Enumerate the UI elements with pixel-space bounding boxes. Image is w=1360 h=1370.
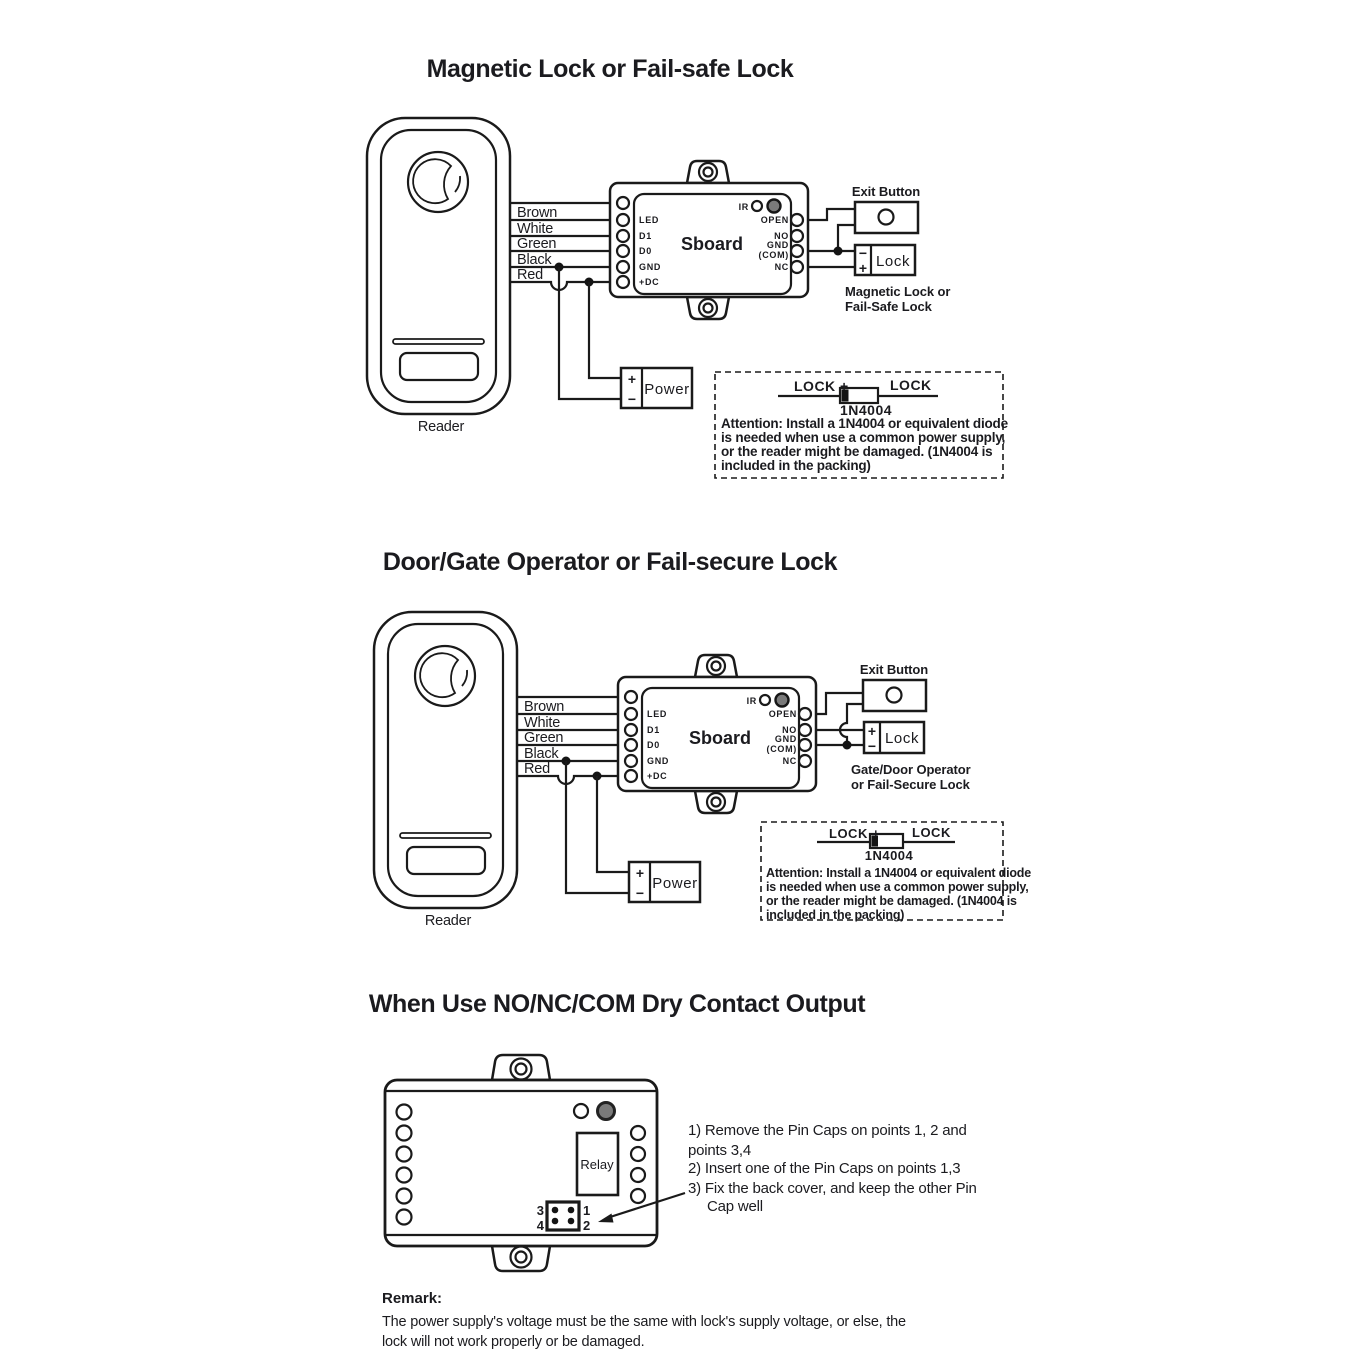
terminal-label-gnd: GND	[647, 756, 670, 766]
exit-button-1	[852, 184, 920, 233]
instruction-line-4: 3) Fix the back cover, and keep the other Pin	[688, 1180, 977, 1197]
terminal-circle	[625, 708, 637, 720]
power-plus-label: +	[635, 865, 645, 881]
reader-keypad-window	[407, 847, 485, 874]
wire-label-black: Black	[524, 746, 559, 762]
wire-label-brown: Brown	[517, 205, 558, 221]
wire-red-with-hop	[511, 282, 610, 290]
pin-label-2: 2	[583, 1218, 591, 1233]
terminal-label-gnd-com-1: GND	[766, 240, 789, 250]
terminal-circle	[631, 1189, 645, 1203]
terminal-label-nc: NC	[774, 262, 789, 272]
terminal-circle	[625, 691, 637, 703]
section-magnetic-lock	[367, 55, 1009, 478]
terminal-circle	[631, 1147, 645, 1161]
terminal-circle	[799, 724, 811, 736]
lock-caption-2: or Fail-Secure Lock	[851, 777, 970, 792]
pin-dot	[552, 1207, 559, 1214]
reader-2	[374, 612, 517, 929]
mount-hole-top-inner	[516, 1064, 527, 1075]
attention-line-1: Attention: Install a 1N4004 or equivalent diode	[766, 866, 1031, 880]
wire-label-green: Green	[524, 730, 564, 746]
diode-lock-label: LOCK	[890, 377, 932, 393]
status-led-icon	[776, 694, 789, 707]
diode-lock-plus-label: LOCK +	[829, 826, 881, 841]
wire-label-green: Green	[517, 236, 557, 252]
terminal-label-gnd-com-1: GND	[774, 734, 797, 744]
reader-label: Reader	[417, 419, 465, 435]
terminal-label-gnd-com-2: (COM)	[766, 744, 797, 754]
terminal-circle	[397, 1189, 412, 1204]
wire-label-brown: Brown	[524, 699, 565, 715]
status-led-icon	[768, 200, 781, 213]
pin-label-3: 3	[536, 1203, 544, 1218]
instructions	[688, 1122, 977, 1215]
power-minus-label: −	[627, 391, 637, 407]
terminal-circle	[625, 755, 637, 767]
terminal-label-no: NO	[774, 231, 789, 241]
power-plus-label: +	[627, 371, 637, 387]
lock-label: Lock	[884, 730, 920, 747]
sboard-name: Sboard	[680, 234, 744, 254]
terminal-circle	[631, 1168, 645, 1182]
terminal-circle	[617, 214, 629, 226]
wire-com-to-exit	[838, 225, 855, 251]
lock-1	[845, 245, 950, 314]
terminal-circle	[397, 1168, 412, 1183]
section2-title: Door/Gate Operator or Fail-secure Lock	[382, 548, 838, 576]
terminal-circle	[617, 261, 629, 273]
diode-note-1	[715, 372, 1009, 478]
sboard-1	[610, 161, 808, 319]
section-dry-contact	[369, 990, 977, 1350]
wire-label-white: White	[517, 221, 554, 237]
wire-label-black: Black	[517, 252, 552, 268]
attention-line-3: or the reader might be damaged. (1N4004 is	[766, 894, 1017, 908]
attention-line-2: is needed when use a common power supply,	[766, 880, 1029, 894]
terminal-label-d0: D0	[639, 246, 652, 256]
terminal-label-nc: NC	[782, 756, 797, 766]
section1-title: Magnetic Lock or Fail-safe Lock	[426, 55, 794, 83]
terminal-circle	[625, 739, 637, 751]
terminal-circle	[617, 245, 629, 257]
ir-led-icon	[752, 201, 762, 211]
remark	[382, 1290, 906, 1350]
terminal-label-d0: D0	[647, 740, 660, 750]
lock-top-polarity: +	[867, 723, 877, 739]
pin-dot	[568, 1207, 575, 1214]
terminal-label-d1: D1	[647, 725, 660, 735]
terminal-circle	[397, 1210, 412, 1225]
attention-line-1: Attention: Install a 1N4004 or equivalent diode	[721, 416, 1008, 431]
terminal-label-gnd: GND	[639, 262, 662, 272]
sboard-name: Sboard	[688, 728, 752, 748]
ir-led-icon	[760, 695, 770, 705]
terminal-circle	[625, 724, 637, 736]
remark-line-1: The power supply's voltage must be the same with lock's supply voltage, or else, the	[382, 1314, 906, 1330]
terminal-circle	[397, 1147, 412, 1162]
ir-label: IR	[738, 202, 749, 212]
terminal-circle	[791, 214, 803, 226]
mount-hole-top-inner	[704, 168, 713, 177]
output-wiring-2	[816, 693, 864, 750]
lock-label: Lock	[875, 253, 911, 270]
power-supply-2	[629, 862, 700, 902]
wire-label-red: Red	[524, 761, 550, 777]
mount-hole-bottom-inner	[704, 304, 713, 313]
terminal-label-led: LED	[639, 215, 660, 225]
terminal-circle	[791, 230, 803, 242]
relay-label: Relay	[580, 1157, 614, 1172]
reader-wires-1	[511, 203, 621, 399]
wire-red-with-hop	[518, 776, 618, 784]
output-wiring-1	[808, 209, 855, 267]
pin-dot	[568, 1218, 575, 1225]
instruction-line-2: points 3,4	[688, 1142, 752, 1159]
terminal-circle	[617, 197, 629, 209]
terminal-circle	[791, 245, 803, 257]
terminal-circle	[397, 1126, 412, 1141]
lock-bottom-polarity: −	[867, 738, 877, 754]
instruction-line-5: Cap well	[707, 1198, 763, 1215]
pin-header-block	[547, 1202, 579, 1230]
terminal-label-dc: +DC	[639, 277, 660, 287]
exit-button-label: Exit Button	[851, 184, 921, 199]
status-led-icon	[598, 1103, 615, 1120]
terminal-label-open: OPEN	[768, 709, 797, 719]
remark-title: Remark:	[382, 1290, 443, 1307]
terminal-label-d1: D1	[639, 231, 652, 241]
sboard-2	[618, 655, 816, 813]
instruction-line-3: 2) Insert one of the Pin Caps on points 1,3	[688, 1160, 961, 1177]
reader-1	[367, 118, 510, 435]
terminal-circle	[799, 708, 811, 720]
lock-caption-1: Magnetic Lock or	[845, 284, 951, 299]
exit-button-2	[860, 662, 928, 711]
terminal-label-dc: +DC	[647, 771, 668, 781]
pin-dot	[552, 1218, 559, 1225]
ir-led-icon	[574, 1104, 588, 1118]
exit-button-icon	[887, 688, 902, 703]
mount-hole-top-inner	[712, 662, 721, 671]
junction-dot-com	[834, 247, 843, 256]
reader-label: Reader	[424, 913, 472, 929]
lock-2	[851, 722, 971, 792]
reader-wires-2	[518, 697, 629, 893]
lock-caption-2: Fail-Safe Lock	[845, 299, 932, 314]
terminal-circle	[799, 739, 811, 751]
junction-dot-com	[843, 741, 852, 750]
pin-label-4: 4	[536, 1218, 544, 1233]
wire-label-red: Red	[517, 267, 543, 283]
terminal-circle	[631, 1126, 645, 1140]
attention-line-4: included in the packing)	[766, 908, 905, 922]
power-supply-1	[621, 368, 692, 408]
lock-caption-1: Gate/Door Operator	[851, 762, 971, 777]
terminal-label-led: LED	[647, 709, 668, 719]
instruction-line-1: 1) Remove the Pin Caps on points 1, 2 and	[688, 1122, 967, 1139]
terminal-label-no: NO	[782, 725, 797, 735]
power-minus-label: −	[635, 885, 645, 901]
diode-note-2	[761, 822, 1031, 922]
diode-lock-plus-label: LOCK +	[794, 378, 849, 394]
diode-part-number: 1N4004	[864, 848, 914, 863]
section3-title: When Use NO/NC/COM Dry Contact Output	[368, 990, 866, 1018]
terminal-circle	[799, 755, 811, 767]
attention-line-4: included in the packing)	[721, 458, 871, 473]
wire-com-to-exit-with-hop	[840, 704, 863, 745]
attention-line-3: or the reader might be damaged. (1N4004 is	[721, 444, 993, 459]
terminal-circle	[397, 1105, 412, 1120]
terminal-label-open: OPEN	[760, 215, 789, 225]
terminal-circle	[617, 276, 629, 288]
controller-back-3	[385, 1055, 657, 1271]
exit-button-icon	[879, 210, 894, 225]
ir-label: IR	[746, 696, 757, 706]
diode-part-number: 1N4004	[839, 402, 893, 418]
lock-top-polarity: −	[858, 245, 868, 261]
reader-keypad-window	[400, 353, 478, 380]
power-label: Power	[644, 381, 690, 398]
terminal-circle	[791, 261, 803, 273]
attention-line-2: is needed when use a common power supply,	[721, 430, 1006, 445]
mount-hole-bottom-inner	[712, 798, 721, 807]
wire-label-white: White	[524, 715, 561, 731]
exit-button-label: Exit Button	[859, 662, 929, 677]
remark-line-2: lock will not work properly or be damaged.	[382, 1334, 645, 1350]
lock-bottom-polarity: +	[858, 260, 868, 276]
section-fail-secure	[374, 548, 1031, 929]
wire-open-to-exit	[808, 209, 855, 220]
mount-hole-bottom-inner	[516, 1252, 527, 1263]
terminal-label-gnd-com-2: (COM)	[758, 250, 789, 260]
terminal-circle	[625, 770, 637, 782]
pin-label-1: 1	[583, 1203, 591, 1218]
diode-lock-label: LOCK	[912, 825, 951, 840]
power-label: Power	[652, 875, 698, 892]
terminal-circle	[617, 230, 629, 242]
